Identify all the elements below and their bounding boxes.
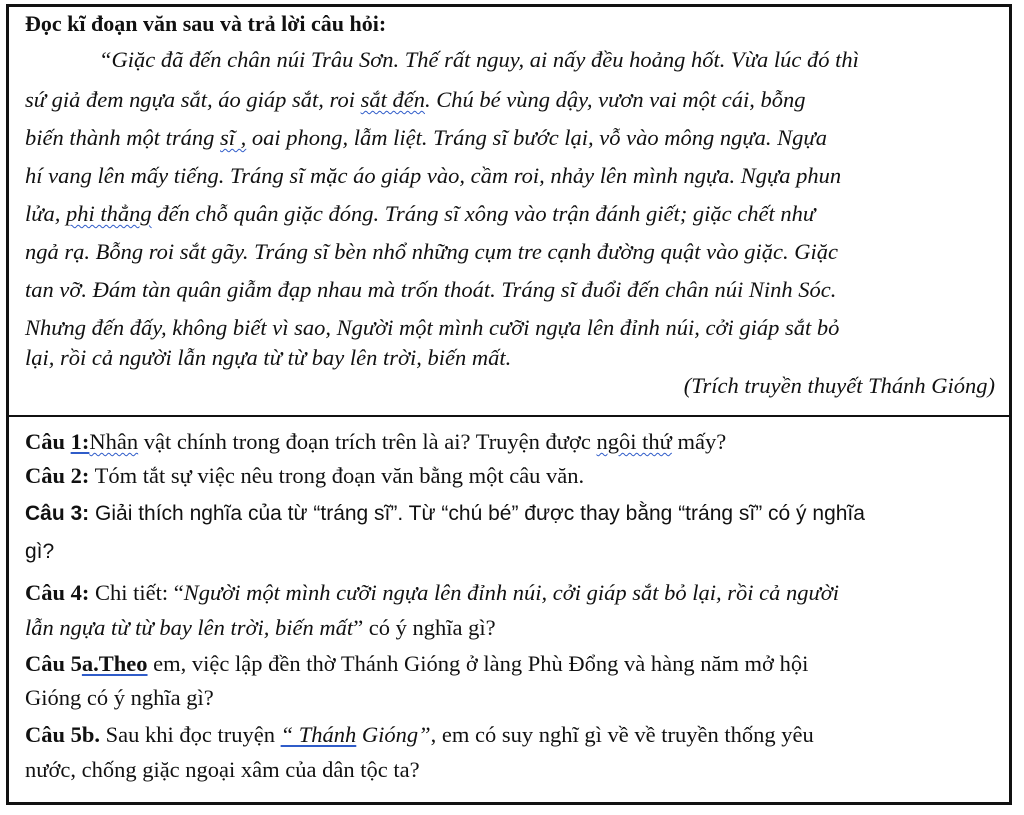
question-3: Câu 3: Giải thích nghĩa của từ “tráng sĩ”. Từ “chú bé” được thay bằng “tráng sĩ” có ý nghĩa	[25, 502, 865, 525]
passage-line-1: “Giặc đã đến chân núi Trâu Sơn. Thế rất nguy, ai nấy đều hoảng hốt. Vừa lúc đó thì	[99, 47, 859, 72]
passage-line-3: biến thành một tráng sĩ , oai phong, lẫm liệt. Tráng sĩ bước lại, vỗ vào mông ngựa. Ngựa	[25, 125, 827, 150]
question-5a-continued: Gióng có ý nghĩa gì?	[25, 685, 214, 710]
marked-word-phi-thang: phi thẳng	[66, 201, 152, 226]
question-5a: Câu 5a.Theo em, việc lập đền thờ Thánh Gióng ở làng Phù Đổng và hàng năm mở hội	[25, 651, 809, 676]
question-1: Câu 1:Nhân vật chính trong đoạn trích trên là ai? Truyện được ngôi thứ mấy?	[25, 429, 727, 454]
passage-line-6: ngả rạ. Bỗng roi sắt gãy. Tráng sĩ bèn nhổ những cụm tre cạnh đường quật vào giặc. Giặc	[25, 239, 838, 264]
marked-word-ngoi-thu: ngôi thứ	[596, 429, 672, 454]
passage-line-9: lại, rồi cả người lẫn ngựa từ từ bay lên trời, biến mất.	[25, 345, 512, 370]
passage-line-4: hí vang lên mấy tiếng. Tráng sĩ mặc áo giáp vào, cầm roi, nhảy lên mình ngựa. Ngựa phun	[25, 163, 842, 188]
question-3-continued: gì?	[25, 540, 55, 563]
marked-word-sat-den: sắt đến	[360, 87, 425, 112]
question-4: Câu 4: Chi tiết: “Người một mình cưỡi ngựa lên đỉnh núi, cởi giáp sắt bỏ lại, rồi cả người	[25, 580, 839, 605]
instruction-heading: Đọc kĩ đoạn văn sau và trả lời câu hỏi:	[25, 11, 387, 36]
marked-word-si: sĩ ,	[220, 125, 247, 150]
section-divider	[9, 415, 1009, 417]
question-2: Câu 2: Tóm tắt sự việc nêu trong đoạn văn bằng một câu văn.	[25, 463, 585, 488]
passage-line-8: Nhưng đến đấy, không biết vì sao, Người một mình cưỡi ngựa lên đỉnh núi, cởi giáp sắt bỏ	[25, 315, 840, 340]
passage-line-5: lửa, phi thẳng đến chỗ quân giặc đóng. Tráng sĩ xông vào trận đánh giết; giặc chết như	[25, 201, 816, 226]
passage-line-2: sứ giả đem ngựa sắt, áo giáp sắt, roi sắt đến. Chú bé vùng dậy, vươn vai một cái, bỗng	[25, 87, 806, 112]
question-5b-continued: nước, chống giặc ngoại xâm của dân tộc ta?	[25, 757, 420, 782]
question-4-continued: lẫn ngựa từ từ bay lên trời, biến mất” có ý nghĩa gì?	[25, 615, 496, 640]
marked-title-thanh-giong: “ Thánh	[280, 722, 357, 747]
worksheet-frame	[6, 4, 1012, 805]
passage-source: (Trích truyền thuyết Thánh Gióng)	[683, 373, 995, 398]
question-5b: Câu 5b. Sau khi đọc truyện “ Thánh Gióng”, em có suy nghĩ gì về về truyền thống yêu	[25, 722, 814, 747]
passage-line-7: tan vỡ. Đám tàn quân giẫm đạp nhau mà trốn thoát. Tráng sĩ đuổi đến chân núi Ninh Sóc.	[25, 277, 837, 302]
